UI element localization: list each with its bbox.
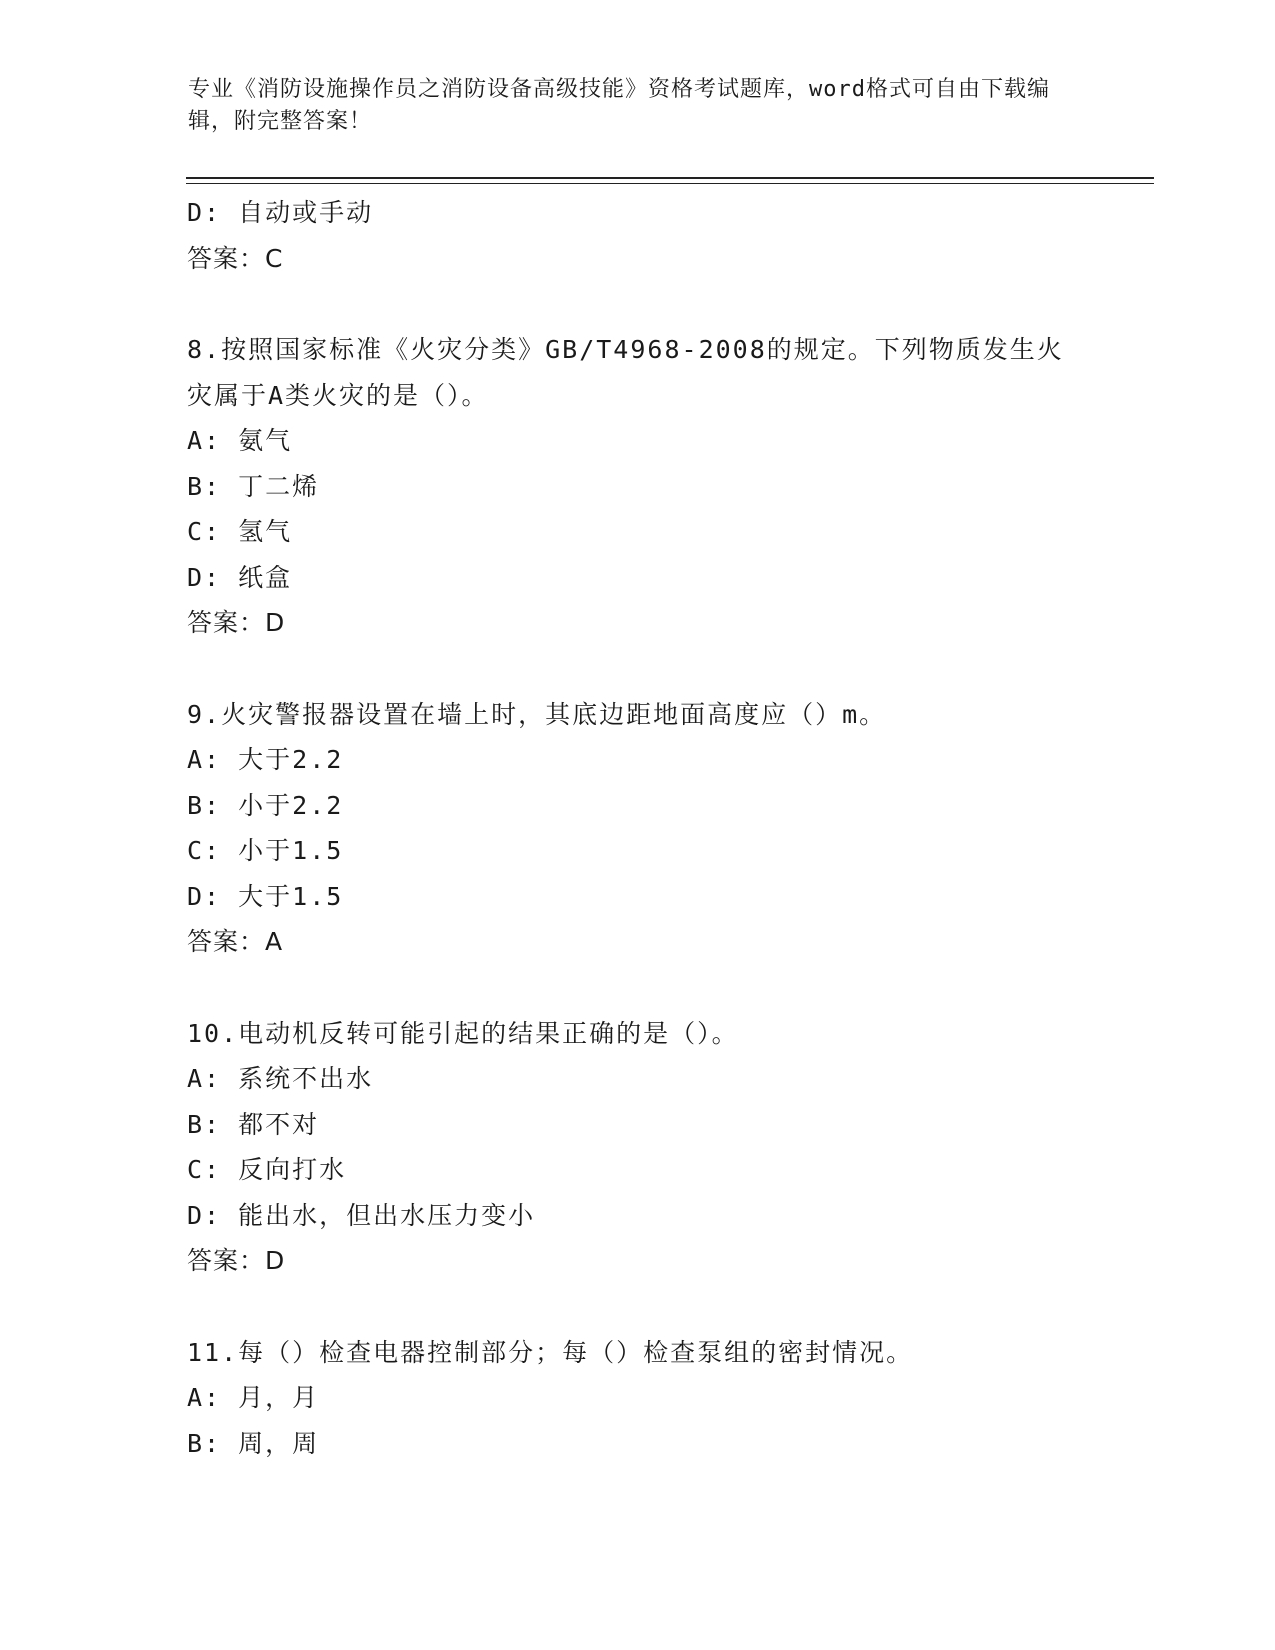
document-header: 专业《消防设施操作员之消防设备高级技能》资格考试题库，word格式可自由下载编辑，附完整答案！ [188, 77, 1050, 134]
option-b: B: 丁二烯 [187, 471, 320, 501]
option-a: A: 大于2.2 [187, 745, 344, 774]
answer: 答案：D [187, 608, 286, 637]
option-a: A: 系统不出水 [187, 1064, 374, 1093]
option-c: C: 反向打水 [187, 1155, 347, 1184]
option-d: D: 能出水，但出水压力变小 [187, 1200, 536, 1230]
answer: 答案：A [187, 927, 284, 956]
option-a: A: 氨气 [187, 426, 293, 455]
question-stem: 9.火灾警报器设置在墙上时，其底边距地面高度应（）m。 [187, 699, 887, 729]
option-b: B: 小于2.2 [187, 790, 344, 820]
option-d: D: 自动或手动 [187, 198, 374, 227]
question-stem: 8.按照国家标准《火灾分类》GB/T4968-2008的规定。下列物质发生火灾属于A类火灾的是（）。 [187, 335, 1064, 410]
answer: 答案：D [187, 1246, 286, 1275]
option-b: B: 周，周 [187, 1428, 320, 1458]
option-a: A: 月，月 [187, 1383, 320, 1412]
option-c: C: 小于1.5 [187, 836, 344, 865]
header-divider-thick [186, 177, 1154, 179]
option-c: C: 氢气 [187, 517, 293, 546]
question-list [187, 190, 1107, 1466]
option-b: B: 都不对 [187, 1109, 320, 1139]
question-stem: 11.每（）检查电器控制部分；每（）检查泵组的密封情况。 [187, 1337, 914, 1367]
option-d: D: 大于1.5 [187, 881, 344, 911]
header-divider-thin [186, 183, 1154, 184]
option-d: D: 纸盒 [187, 562, 293, 592]
answer: 答案：C [187, 243, 284, 273]
question-stem: 10.电动机反转可能引起的结果正确的是（）。 [187, 1018, 739, 1048]
